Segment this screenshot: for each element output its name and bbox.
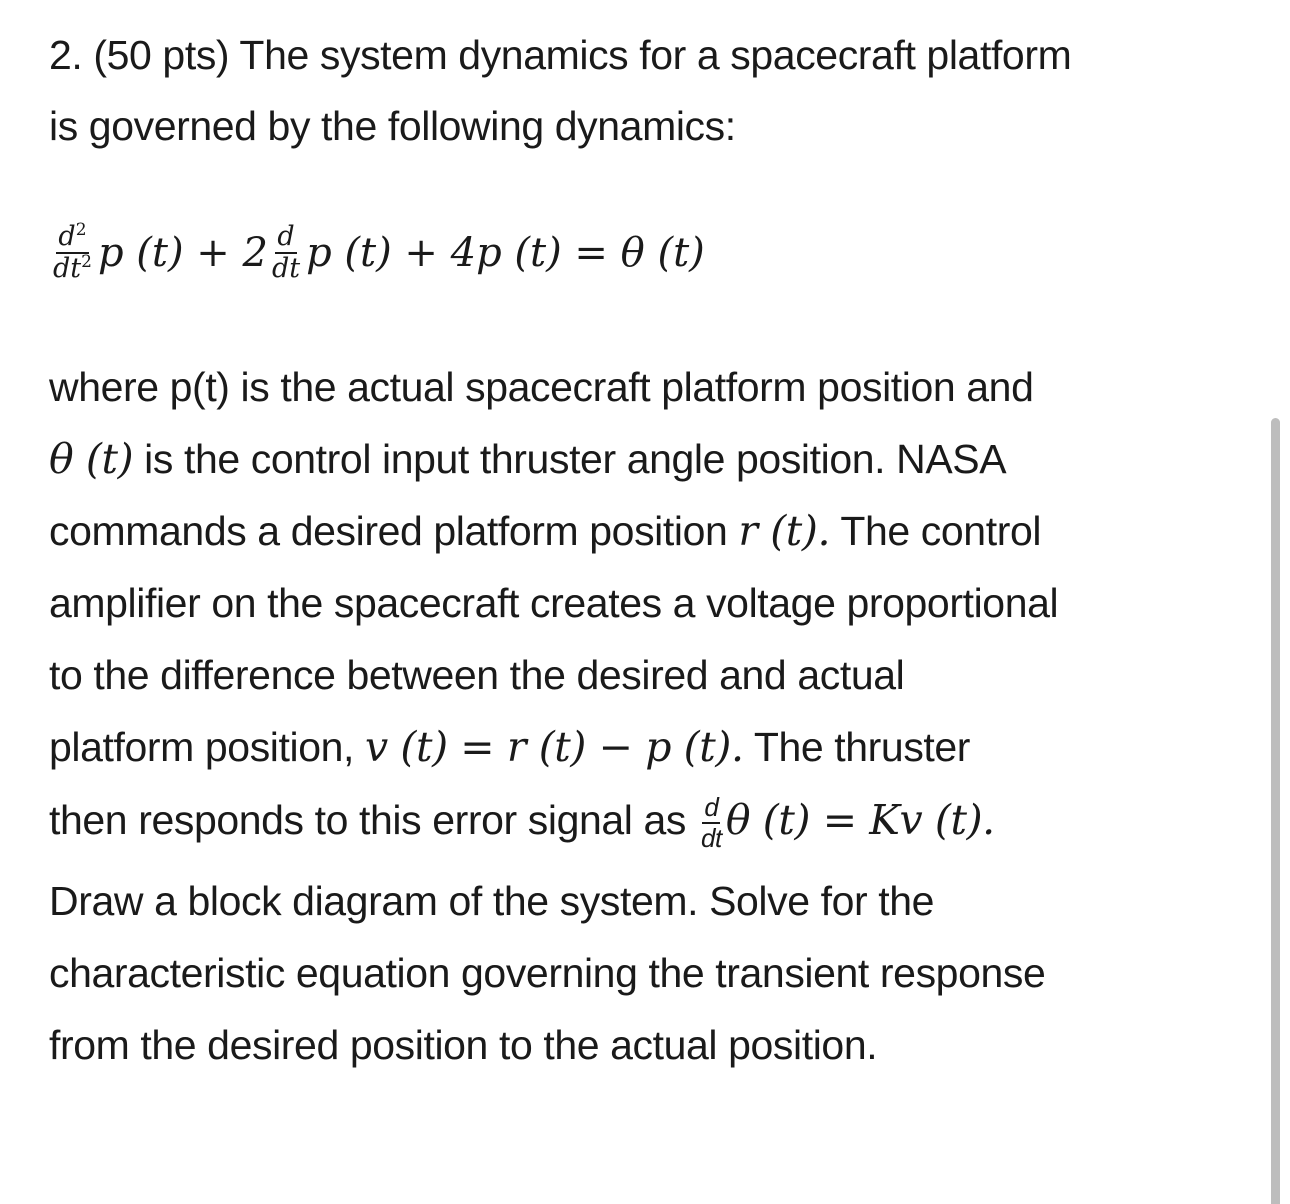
paragraph-line-6-text-after: The thruster: [743, 724, 971, 770]
dynamics-equation: [49, 198, 705, 308]
frac1-denominator-exponent: 2: [81, 252, 92, 272]
paragraph-line-7: [49, 794, 995, 853]
paragraph-line-10: from the desired position to the actual position.: [49, 1022, 878, 1068]
thruster-derivative-fraction: [699, 794, 724, 853]
frac2-numerator: d: [275, 223, 296, 254]
paragraph-line-3-text-after: The control: [830, 508, 1042, 554]
problem-heading-line-2: is governed by the following dynamics:: [49, 103, 736, 149]
frac1-numerator-exponent: 2: [75, 219, 87, 240]
paragraph-line-3-text: commands a desired platform position: [49, 508, 739, 554]
first-derivative-fraction: [270, 220, 302, 284]
paragraph-line-2-text: is the control input thruster angle position. NASA: [133, 436, 1007, 482]
paragraph-line-2: [49, 434, 1006, 484]
paragraph-line-8: Draw a block diagram of the system. Solve for the: [49, 878, 935, 924]
equation-term-2: p (t) + 4p (t) = θ (t): [306, 230, 705, 276]
frac1-numerator: d: [58, 220, 76, 252]
paragraph-line-3: [49, 506, 1041, 556]
paragraph-line-1: where p(t) is the actual spacecraft platform position and: [49, 364, 1034, 410]
paragraph-line-6-text: platform position,: [49, 724, 365, 770]
theta-of-t: θ (t): [49, 435, 134, 483]
paragraph-line-7-text: then responds to this error signal as: [49, 797, 697, 844]
line7-frac-denominator: dt: [701, 823, 722, 854]
equation-term-1: p (t) + 2: [97, 230, 268, 276]
r-of-t: r (t).: [738, 507, 831, 555]
error-signal-equation: v (t) = r (t) − p (t).: [365, 723, 744, 771]
paragraph-line-6: [49, 722, 970, 772]
thruster-equation: θ (t) = Kv (t).: [725, 796, 995, 845]
vertical-scrollbar[interactable]: [1271, 418, 1280, 1204]
paragraph-line-5: to the difference between the desired and actual: [49, 652, 905, 698]
problem-heading-line-1: 2. (50 pts) The system dynamics for a spacecraft platform: [49, 32, 1072, 78]
second-derivative-fraction: [51, 219, 94, 284]
paragraph-line-4: amplifier on the spacecraft creates a voltage proportional: [49, 580, 1059, 626]
frac1-denominator: dt: [53, 253, 82, 284]
line7-frac-numerator: d: [702, 794, 720, 824]
frac2-denominator: dt: [271, 253, 301, 284]
paragraph-line-9: characteristic equation governing the transient response: [49, 950, 1046, 996]
